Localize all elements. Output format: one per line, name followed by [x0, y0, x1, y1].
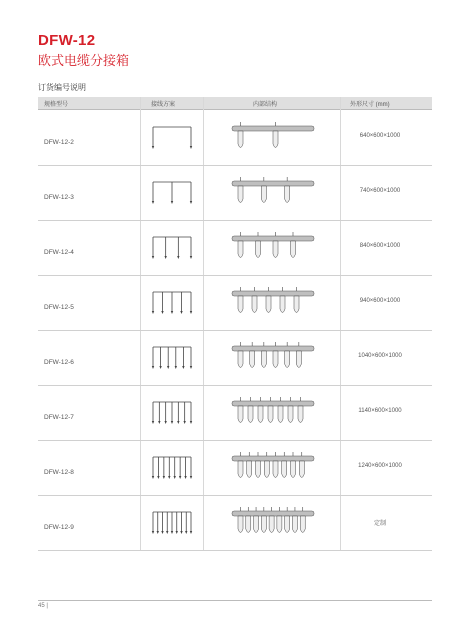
- model-cell: DFW-12-7: [44, 414, 74, 421]
- model-cell: DFW-12-9: [44, 524, 74, 531]
- spec-table: [38, 97, 432, 550]
- dimensions-cell: 1240×600×1000: [358, 463, 402, 469]
- wiring-diagram: [151, 399, 193, 427]
- title-name: 欧式电缆分接箱: [38, 53, 130, 68]
- wiring-diagram: [151, 234, 193, 262]
- wiring-diagram: [151, 289, 193, 317]
- dimensions-cell: 640×600×1000: [359, 133, 401, 139]
- header-wiring: 接线方案: [151, 102, 176, 108]
- model-cell: DFW-12-2: [44, 139, 74, 146]
- dimensions-cell: 定制: [373, 521, 386, 527]
- structure-illustration: [228, 448, 318, 488]
- dimensions-cell: 1040×600×1000: [358, 353, 402, 359]
- structure-illustration: [228, 393, 318, 433]
- wiring-diagram: [151, 179, 193, 207]
- dimensions-cell: 840×600×1000: [359, 243, 401, 249]
- structure-illustration: [228, 228, 318, 268]
- header-dimensions: 外形尺寸 (mm): [350, 102, 390, 108]
- structure-illustration: [228, 503, 318, 543]
- table-header: [38, 97, 432, 110]
- header-structure: 内部结构: [253, 102, 278, 108]
- dimensions-cell: 740×600×1000: [359, 188, 401, 194]
- table-row: [38, 385, 432, 441]
- structure-illustration: [228, 118, 318, 158]
- dimensions-cell: 940×600×1000: [359, 298, 401, 304]
- dimensions-cell: 1140×600×1000: [358, 408, 402, 414]
- table-row: [38, 165, 432, 221]
- wiring-diagram: [151, 509, 193, 537]
- model-cell: DFW-12-3: [44, 194, 74, 201]
- table-row: [38, 440, 432, 496]
- footer-divider: [38, 600, 432, 601]
- table-row: [38, 495, 432, 551]
- wiring-diagram: [151, 124, 193, 152]
- structure-illustration: [228, 283, 318, 323]
- wiring-diagram: [151, 454, 193, 482]
- table-row: [38, 110, 432, 166]
- title-code: DFW-12: [38, 32, 96, 49]
- section-title: 订货编号说明: [38, 83, 86, 92]
- table-row: [38, 330, 432, 386]
- header-model: 规格型号: [44, 102, 69, 108]
- wiring-diagram: [151, 344, 193, 372]
- structure-illustration: [228, 338, 318, 378]
- table-row: [38, 275, 432, 331]
- model-cell: DFW-12-4: [44, 249, 74, 256]
- table-row: [38, 220, 432, 276]
- structure-illustration: [228, 173, 318, 213]
- model-cell: DFW-12-6: [44, 359, 74, 366]
- model-cell: DFW-12-8: [44, 469, 74, 476]
- page-number: 45 |: [38, 603, 48, 609]
- model-cell: DFW-12-5: [44, 304, 74, 311]
